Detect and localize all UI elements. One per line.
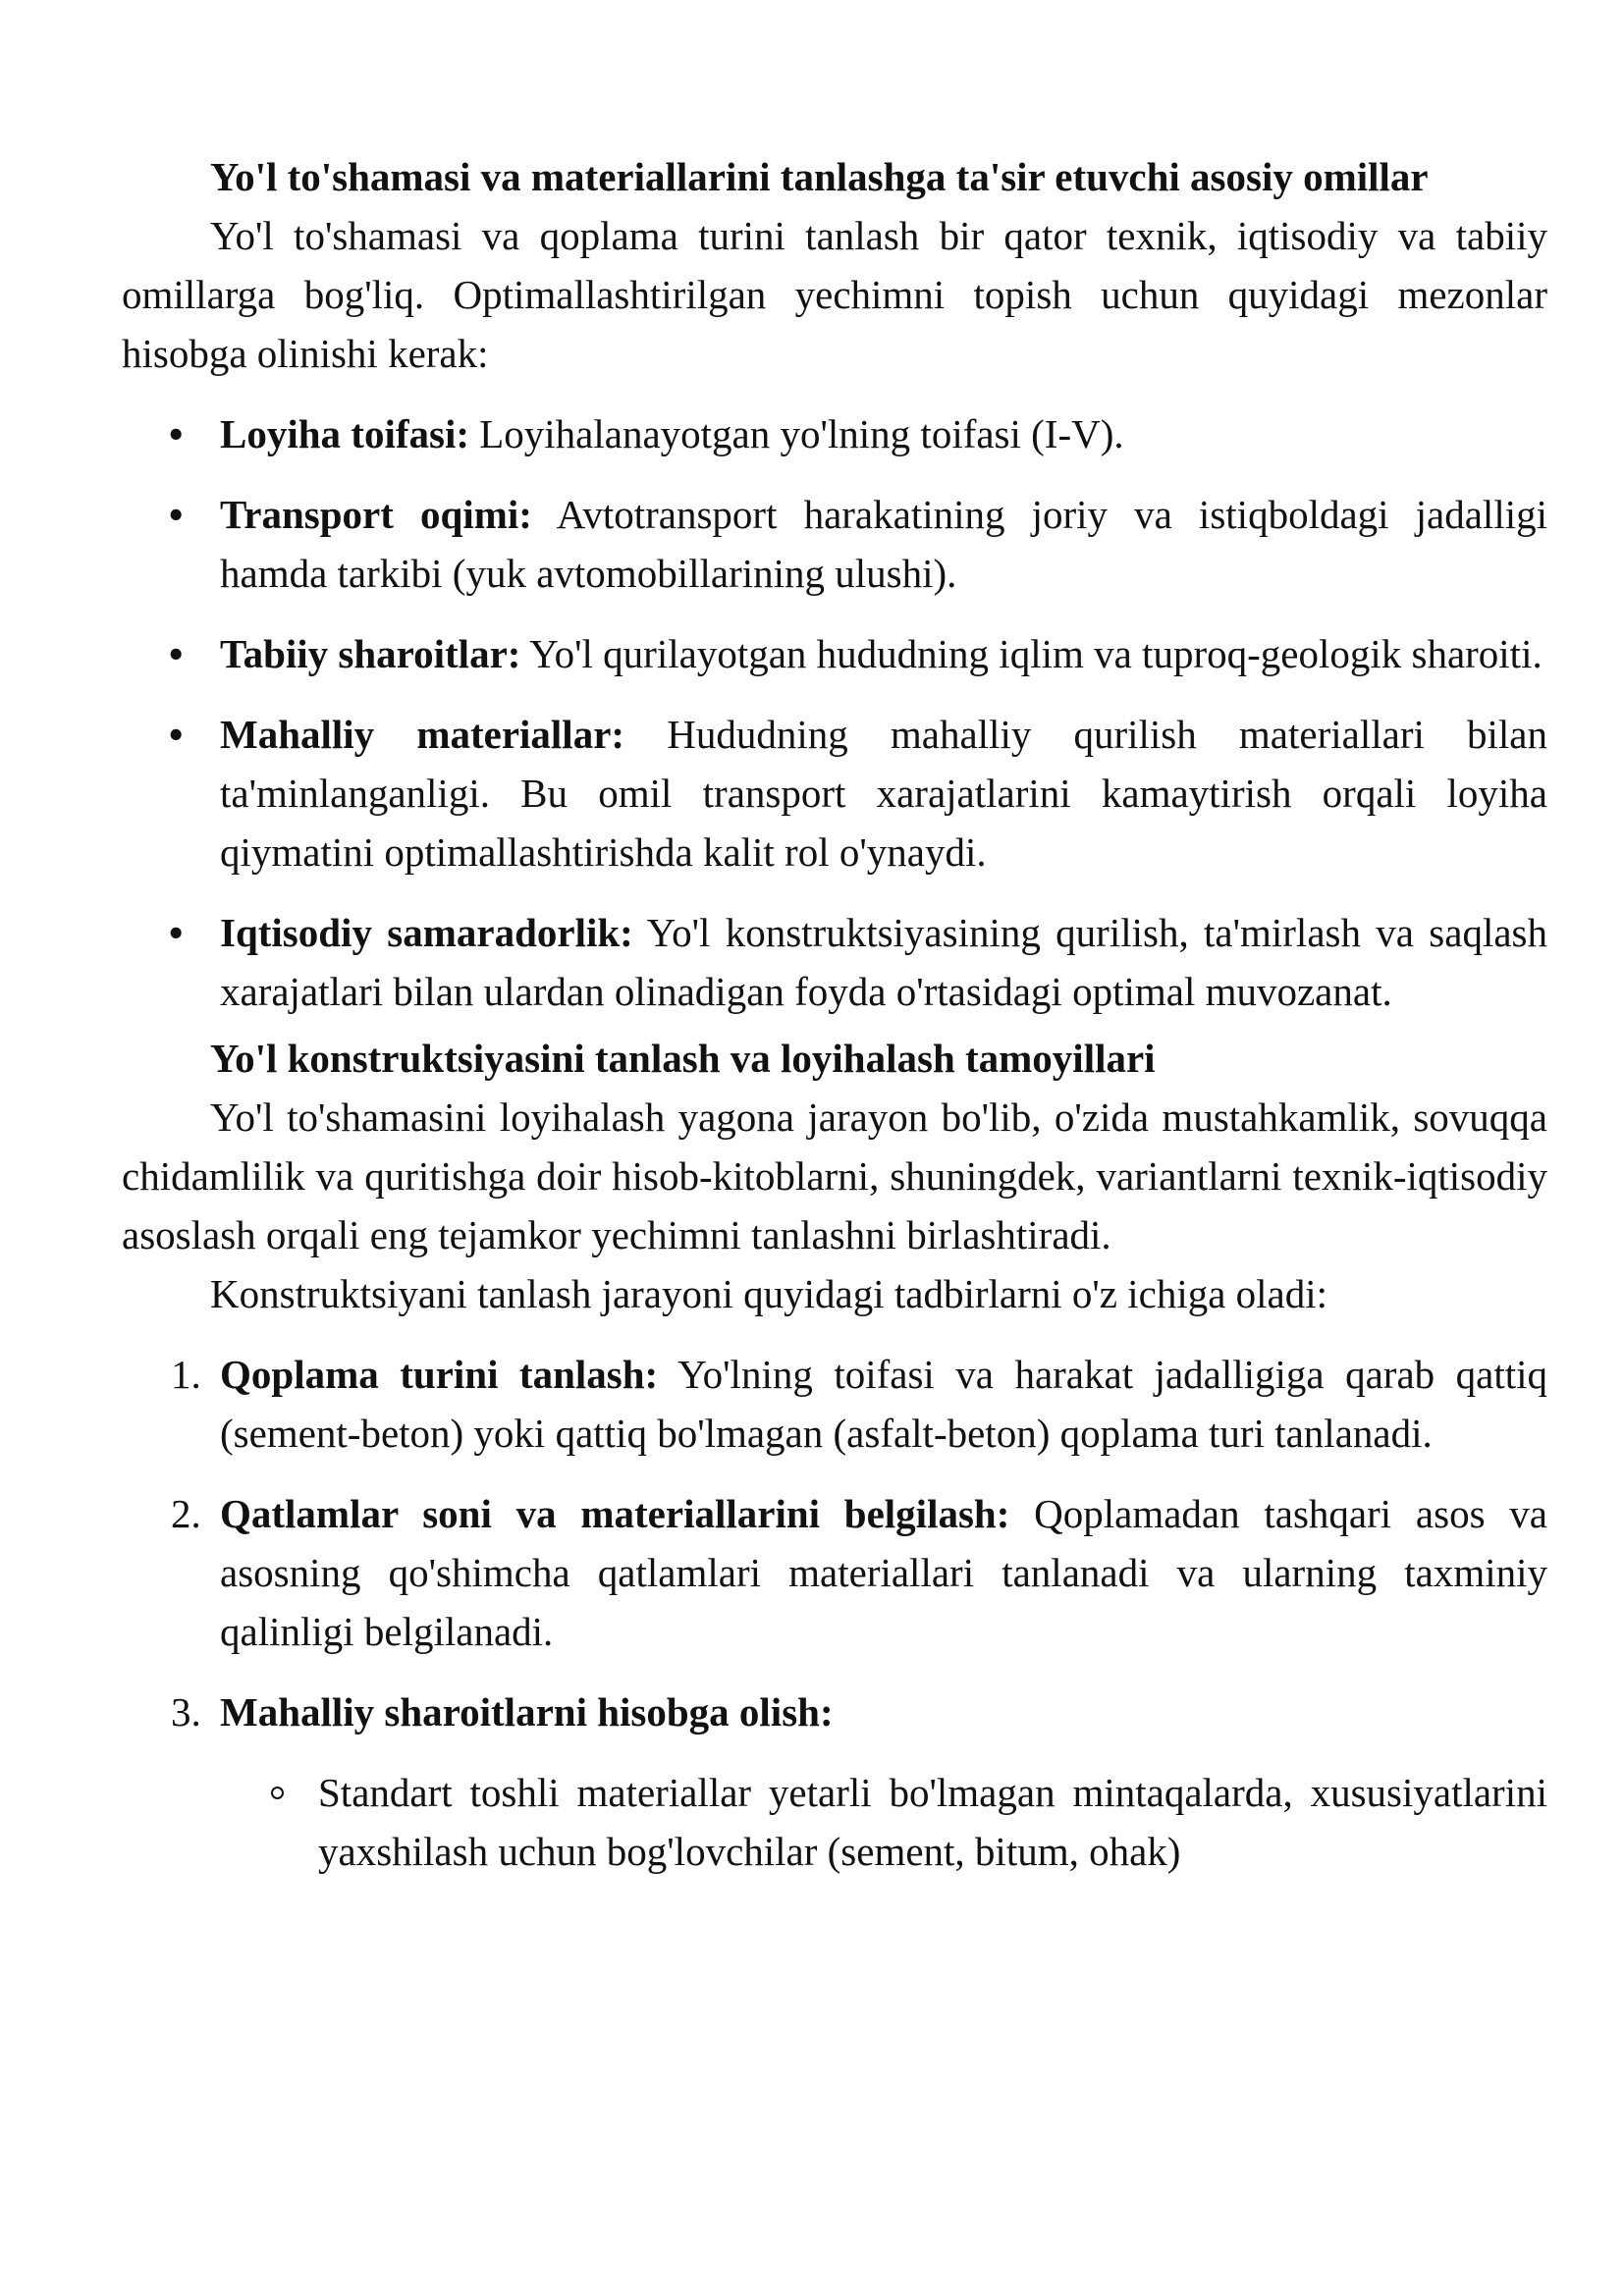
bullet-marker: •	[169, 910, 184, 955]
sub-list-item-text: Standart toshli materiallar yetarli bo'lmagan mintaqalarda, xususiyatlarini yaxshilash uchun bog'lovchilar (sement, bitum, ohak)	[318, 1770, 1547, 1874]
sub-list	[122, 1763, 1547, 1881]
bullet-marker: •	[169, 411, 184, 456]
list-item-term: Transport oqimi:	[220, 492, 532, 537]
factors-list	[122, 404, 1547, 1021]
bullet-marker: •	[169, 492, 184, 537]
list-item	[122, 485, 1547, 603]
bullet-marker: •	[169, 631, 184, 676]
document-page	[122, 147, 1547, 1881]
list-item-text: Yo'l konstruktsiyasining qurilish, ta'mirlash va saqlash xarajatlari bilan ulardan olinadigan foyda o'rtasidagi optimal muvozanat.	[220, 910, 1547, 1014]
list-item-term: Mahalliy materiallar:	[220, 712, 625, 757]
process-intro-paragraph: Konstruktsiyani tanlash jarayoni quyidagi tadbirlarni o'z ichiga oladi:	[210, 1271, 1328, 1316]
principles-paragraph: Yo'l to'shamasini loyihalash yagona jarayon bo'lib, o'zida mustahkamlik, sovuqqa chidamlilik va quritishga doir hisob-kitoblarni, shuningdek, variantlarni texnik-iqtisodiy asoslash orqali eng tejamkor yechimni tanlashni birlashtiradi.	[122, 1095, 1547, 1257]
step-number: 2.	[171, 1491, 201, 1536]
section-heading-factors: Yo'l to'shamasi va materiallarini tanlashga ta'sir etuvchi asosiy omillar	[210, 154, 1429, 199]
list-item-text: Yo'lning toifasi va harakat jadalligiga qarab qattiq (sement-beton) yoki qattiq bo'lmagan (asfalt-beton) qoplama turi tanlanadi.	[220, 1352, 1548, 1456]
section-heading-principles: Yo'l konstruktsiyasini tanlash va loyihalash tamoyillari	[210, 1036, 1156, 1081]
bullet-marker: •	[169, 712, 184, 757]
list-item	[122, 903, 1547, 1021]
list-item-text: Hududning mahalliy qurilish materiallari bilan ta'minlanganligi. Bu omil transport xarajatlarini kamaytirish orqali loyiha qiymatini optimallashtirishda kalit rol o'ynaydi.	[220, 712, 1547, 875]
list-item	[122, 404, 1547, 463]
steps-list	[122, 1345, 1547, 1741]
list-item	[122, 1345, 1547, 1463]
intro-paragraph: Yo'l to'shamasi va qoplama turini tanlash bir qator texnik, iqtisodiy va tabiiy omillarga bog'liq. Optimallashtirilgan yechimni topish uchun quyidagi mezonlar hisobga olinishi kerak:	[122, 213, 1547, 376]
list-item-text: Avtotransport harakatining joriy va istiqboldagi jadalligi hamda tarkibi (yuk avtomobillarining ulushi).	[220, 492, 1548, 596]
list-item-text: Yo'l qurilayotgan hududning iqlim va tuproq-geologik sharoiti.	[520, 631, 1543, 676]
list-item-term: Iqtisodiy samaradorlik:	[220, 910, 633, 955]
list-item-term: Mahalliy sharoitlarni hisobga olish:	[220, 1689, 834, 1735]
list-item	[122, 1682, 1547, 1741]
list-item	[122, 705, 1547, 881]
list-item-term: Tabiiy sharoitlar:	[220, 631, 521, 676]
sub-list-item	[122, 1763, 1547, 1881]
circle-bullet-icon	[271, 1787, 284, 1799]
step-number: 3.	[171, 1689, 201, 1735]
list-item-term: Qatlamlar soni va materiallarini belgilash:	[220, 1491, 1010, 1536]
list-item-text: Loyihalanayotgan yo'lning toifasi (I-V).	[469, 411, 1124, 456]
list-item-term: Qoplama turini tanlash:	[220, 1352, 659, 1397]
list-item	[122, 1484, 1547, 1661]
step-number: 1.	[171, 1352, 201, 1397]
list-item-text: Qoplamadan tashqari asos va asosning qo'shimcha qatlamlari materiallari tanlanadi va ularning taxminiy qalinligi belgilanadi.	[220, 1491, 1547, 1654]
list-item-term: Loyiha toifasi:	[220, 411, 469, 456]
list-item	[122, 624, 1547, 683]
